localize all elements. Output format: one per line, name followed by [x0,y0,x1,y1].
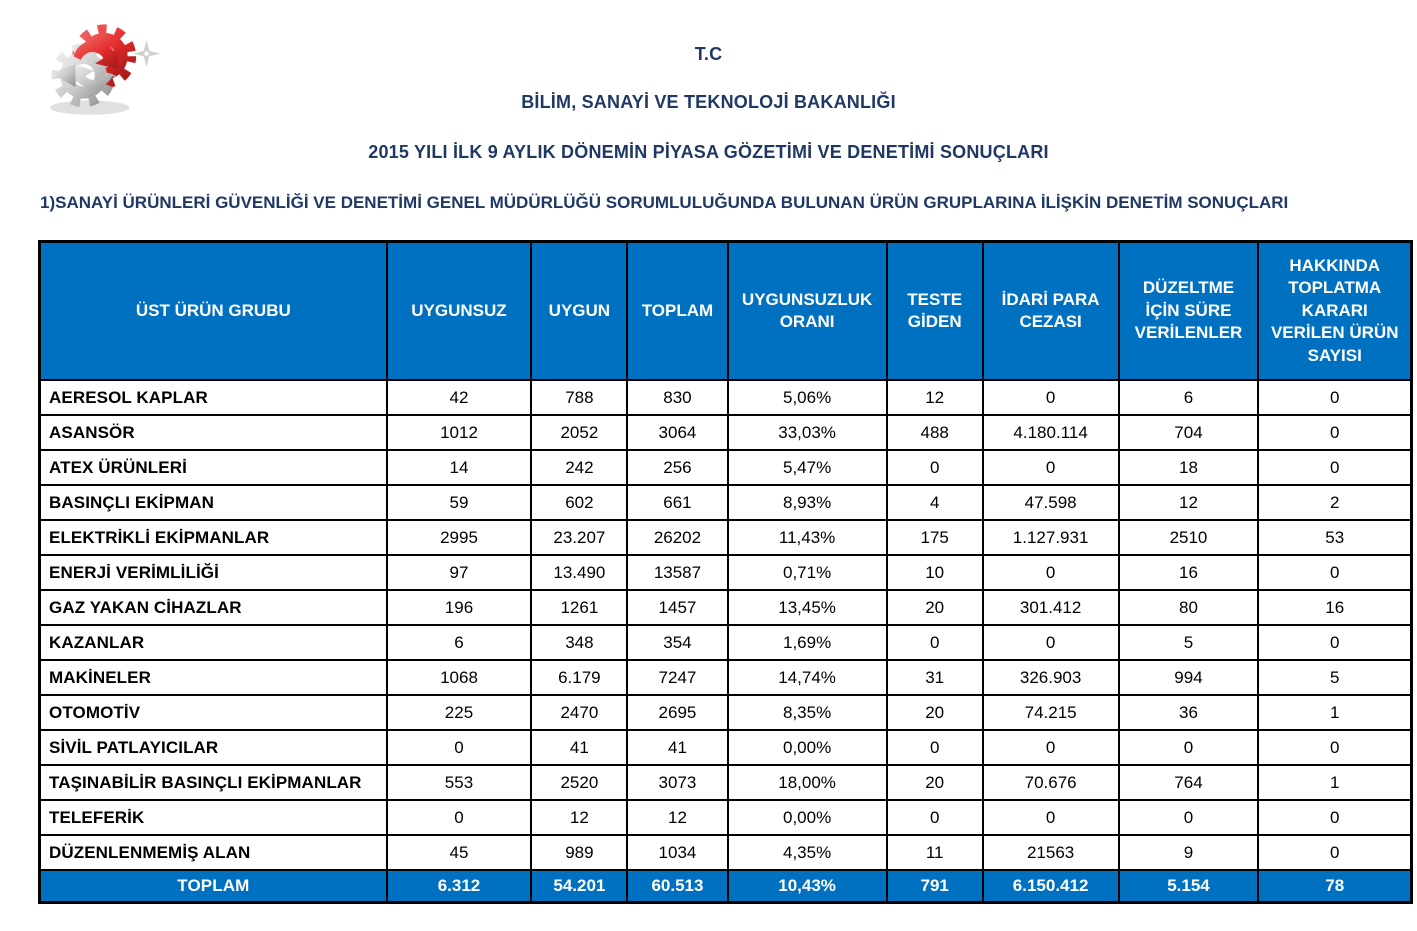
value-cell: 0,00% [728,730,887,765]
value-cell: 1068 [387,660,532,695]
total-row [40,870,1412,903]
total-value-cell: 54.201 [531,870,627,903]
value-cell: 1012 [387,415,532,450]
product-group-label: KAZANLAR [40,625,387,660]
value-cell: 31 [887,660,983,695]
value-cell: 16 [1258,590,1411,625]
value-cell: 704 [1119,415,1259,450]
table-row [40,765,1412,800]
value-cell: 488 [887,415,983,450]
value-cell: 6 [387,625,532,660]
value-cell: 4 [887,485,983,520]
value-cell: 0 [387,800,532,835]
total-value-cell: 60.513 [627,870,727,903]
total-label: TOPLAM [40,870,387,903]
product-group-label: OTOMOTİV [40,695,387,730]
value-cell: 2510 [1119,520,1259,555]
product-group-label: ATEX ÜRÜNLERİ [40,450,387,485]
value-cell: 12 [887,380,983,415]
value-cell: 1.127.931 [983,520,1119,555]
value-cell: 0 [1258,380,1411,415]
value-cell: 26202 [627,520,727,555]
table-row [40,695,1412,730]
value-cell: 20 [887,695,983,730]
value-cell: 12 [627,800,727,835]
value-cell: 0 [1258,555,1411,590]
value-cell: 0 [1258,450,1411,485]
column-header-1: UYGUNSUZ [387,242,532,381]
value-cell: 4,35% [728,835,887,870]
value-cell: 989 [531,835,627,870]
table-row [40,730,1412,765]
value-cell: 16 [1119,555,1259,590]
value-cell: 0 [1119,800,1259,835]
value-cell: 14,74% [728,660,887,695]
value-cell: 0 [387,730,532,765]
table-row [40,555,1412,590]
value-cell: 6 [1119,380,1259,415]
value-cell: 256 [627,450,727,485]
value-cell: 5,06% [728,380,887,415]
value-cell: 830 [627,380,727,415]
value-cell: 70.676 [983,765,1119,800]
product-group-label: BASINÇLI EKİPMAN [40,485,387,520]
value-cell: 5,47% [728,450,887,485]
value-cell: 225 [387,695,532,730]
column-header-7: DÜZELTME İÇİN SÜRE VERİLENLER [1119,242,1259,381]
value-cell: 788 [531,380,627,415]
value-cell: 242 [531,450,627,485]
value-cell: 80 [1119,590,1259,625]
column-header-8: HAKKINDA TOPLATMA KARARI VERİLEN ÜRÜN SAYISI [1258,242,1411,381]
value-cell: 8,35% [728,695,887,730]
value-cell: 14 [387,450,532,485]
total-value-cell: 791 [887,870,983,903]
value-cell: 3073 [627,765,727,800]
value-cell: 0 [1258,800,1411,835]
value-cell: 2520 [531,765,627,800]
column-header-3: TOPLAM [627,242,727,381]
value-cell: 0 [983,555,1119,590]
value-cell: 348 [531,625,627,660]
product-group-label: GAZ YAKAN CİHAZLAR [40,590,387,625]
product-group-label: TELEFERİK [40,800,387,835]
value-cell: 326.903 [983,660,1119,695]
value-cell: 661 [627,485,727,520]
value-cell: 9 [1119,835,1259,870]
title-ministry: BİLİM, SANAYİ VE TEKNOLOJİ BAKANLIĞI [521,92,896,112]
table-row [40,625,1412,660]
value-cell: 175 [887,520,983,555]
value-cell: 18,00% [728,765,887,800]
title-tc: T.C [694,44,723,64]
value-cell: 0,00% [728,800,887,835]
column-header-0: ÜST ÜRÜN GRUBU [40,242,387,381]
product-group-label: ASANSÖR [40,415,387,450]
value-cell: 1,69% [728,625,887,660]
value-cell: 97 [387,555,532,590]
value-cell: 2695 [627,695,727,730]
value-cell: 0,71% [728,555,887,590]
value-cell: 2052 [531,415,627,450]
value-cell: 602 [531,485,627,520]
value-cell: 6.179 [531,660,627,695]
value-cell: 10 [887,555,983,590]
value-cell: 7247 [627,660,727,695]
product-group-label: AERESOL KAPLAR [40,380,387,415]
total-value-cell: 6.312 [387,870,532,903]
value-cell: 53 [1258,520,1411,555]
column-header-2: UYGUN [531,242,627,381]
value-cell: 0 [887,625,983,660]
value-cell: 13.490 [531,555,627,590]
product-group-label: ENERJİ VERİMLİLİĞİ [40,555,387,590]
value-cell: 1261 [531,590,627,625]
value-cell: 301.412 [983,590,1119,625]
title-report: 2015 YILI İLK 9 AYLIK DÖNEMİN PİYASA GÖZETİMİ VE DENETİMİ SONUÇLARI [368,142,1049,162]
value-cell: 74.215 [983,695,1119,730]
value-cell: 4.180.114 [983,415,1119,450]
value-cell: 0 [887,450,983,485]
column-header-6: İDARİ PARA CEZASI [983,242,1119,381]
table-row [40,590,1412,625]
value-cell: 18 [1119,450,1259,485]
value-cell: 11,43% [728,520,887,555]
value-cell: 553 [387,765,532,800]
value-cell: 45 [387,835,532,870]
value-cell: 0 [1258,625,1411,660]
value-cell: 1457 [627,590,727,625]
value-cell: 0 [1258,835,1411,870]
value-cell: 20 [887,590,983,625]
value-cell: 11 [887,835,983,870]
value-cell: 47.598 [983,485,1119,520]
value-cell: 21563 [983,835,1119,870]
table-row [40,520,1412,555]
table-row [40,835,1412,870]
value-cell: 1 [1258,695,1411,730]
value-cell: 0 [983,800,1119,835]
value-cell: 13587 [627,555,727,590]
value-cell: 59 [387,485,532,520]
total-value-cell: 78 [1258,870,1411,903]
value-cell: 5 [1119,625,1259,660]
total-value-cell: 6.150.412 [983,870,1119,903]
value-cell: 41 [531,730,627,765]
value-cell: 2 [1258,485,1411,520]
value-cell: 0 [887,800,983,835]
value-cell: 12 [531,800,627,835]
value-cell: 0 [1119,730,1259,765]
inspection-results-table [38,240,1413,904]
value-cell: 33,03% [728,415,887,450]
value-cell: 13,45% [728,590,887,625]
value-cell: 0 [983,380,1119,415]
total-value-cell: 10,43% [728,870,887,903]
table-row [40,800,1412,835]
value-cell: 354 [627,625,727,660]
value-cell: 42 [387,380,532,415]
value-cell: 0 [887,730,983,765]
column-header-5: TESTE GİDEN [887,242,983,381]
value-cell: 0 [983,625,1119,660]
value-cell: 12 [1119,485,1259,520]
value-cell: 0 [983,450,1119,485]
product-group-label: TAŞINABİLİR BASINÇLI EKİPMANLAR [40,765,387,800]
value-cell: 5 [1258,660,1411,695]
table-header [40,242,1412,381]
value-cell: 8,93% [728,485,887,520]
value-cell: 0 [1258,415,1411,450]
value-cell: 2470 [531,695,627,730]
total-value-cell: 5.154 [1119,870,1259,903]
value-cell: 36 [1119,695,1259,730]
table-row [40,450,1412,485]
value-cell: 3064 [627,415,727,450]
column-header-4: UYGUNSUZLUK ORANI [728,242,887,381]
product-group-label: SİVİL PATLAYICILAR [40,730,387,765]
value-cell: 764 [1119,765,1259,800]
table-row [40,485,1412,520]
section-title: 1)SANAYİ ÜRÜNLERİ GÜVENLİĞİ VE DENETİMİ GENEL MÜDÜRLÜĞÜ SORUMLULUĞUNDA BULUNAN ÜRÜN GRUPLARINA İLİŞKİN DENETİM SONUÇLARI [40,193,1289,212]
value-cell: 23.207 [531,520,627,555]
value-cell: 41 [627,730,727,765]
value-cell: 196 [387,590,532,625]
product-group-label: MAKİNELER [40,660,387,695]
table-row [40,380,1412,415]
product-group-label: DÜZENLENMEMİŞ ALAN [40,835,387,870]
table-row [40,660,1412,695]
value-cell: 0 [1258,730,1411,765]
table-row [40,415,1412,450]
value-cell: 0 [983,730,1119,765]
value-cell: 994 [1119,660,1259,695]
value-cell: 2995 [387,520,532,555]
value-cell: 20 [887,765,983,800]
value-cell: 1034 [627,835,727,870]
value-cell: 1 [1258,765,1411,800]
product-group-label: ELEKTRİKLİ EKİPMANLAR [40,520,387,555]
